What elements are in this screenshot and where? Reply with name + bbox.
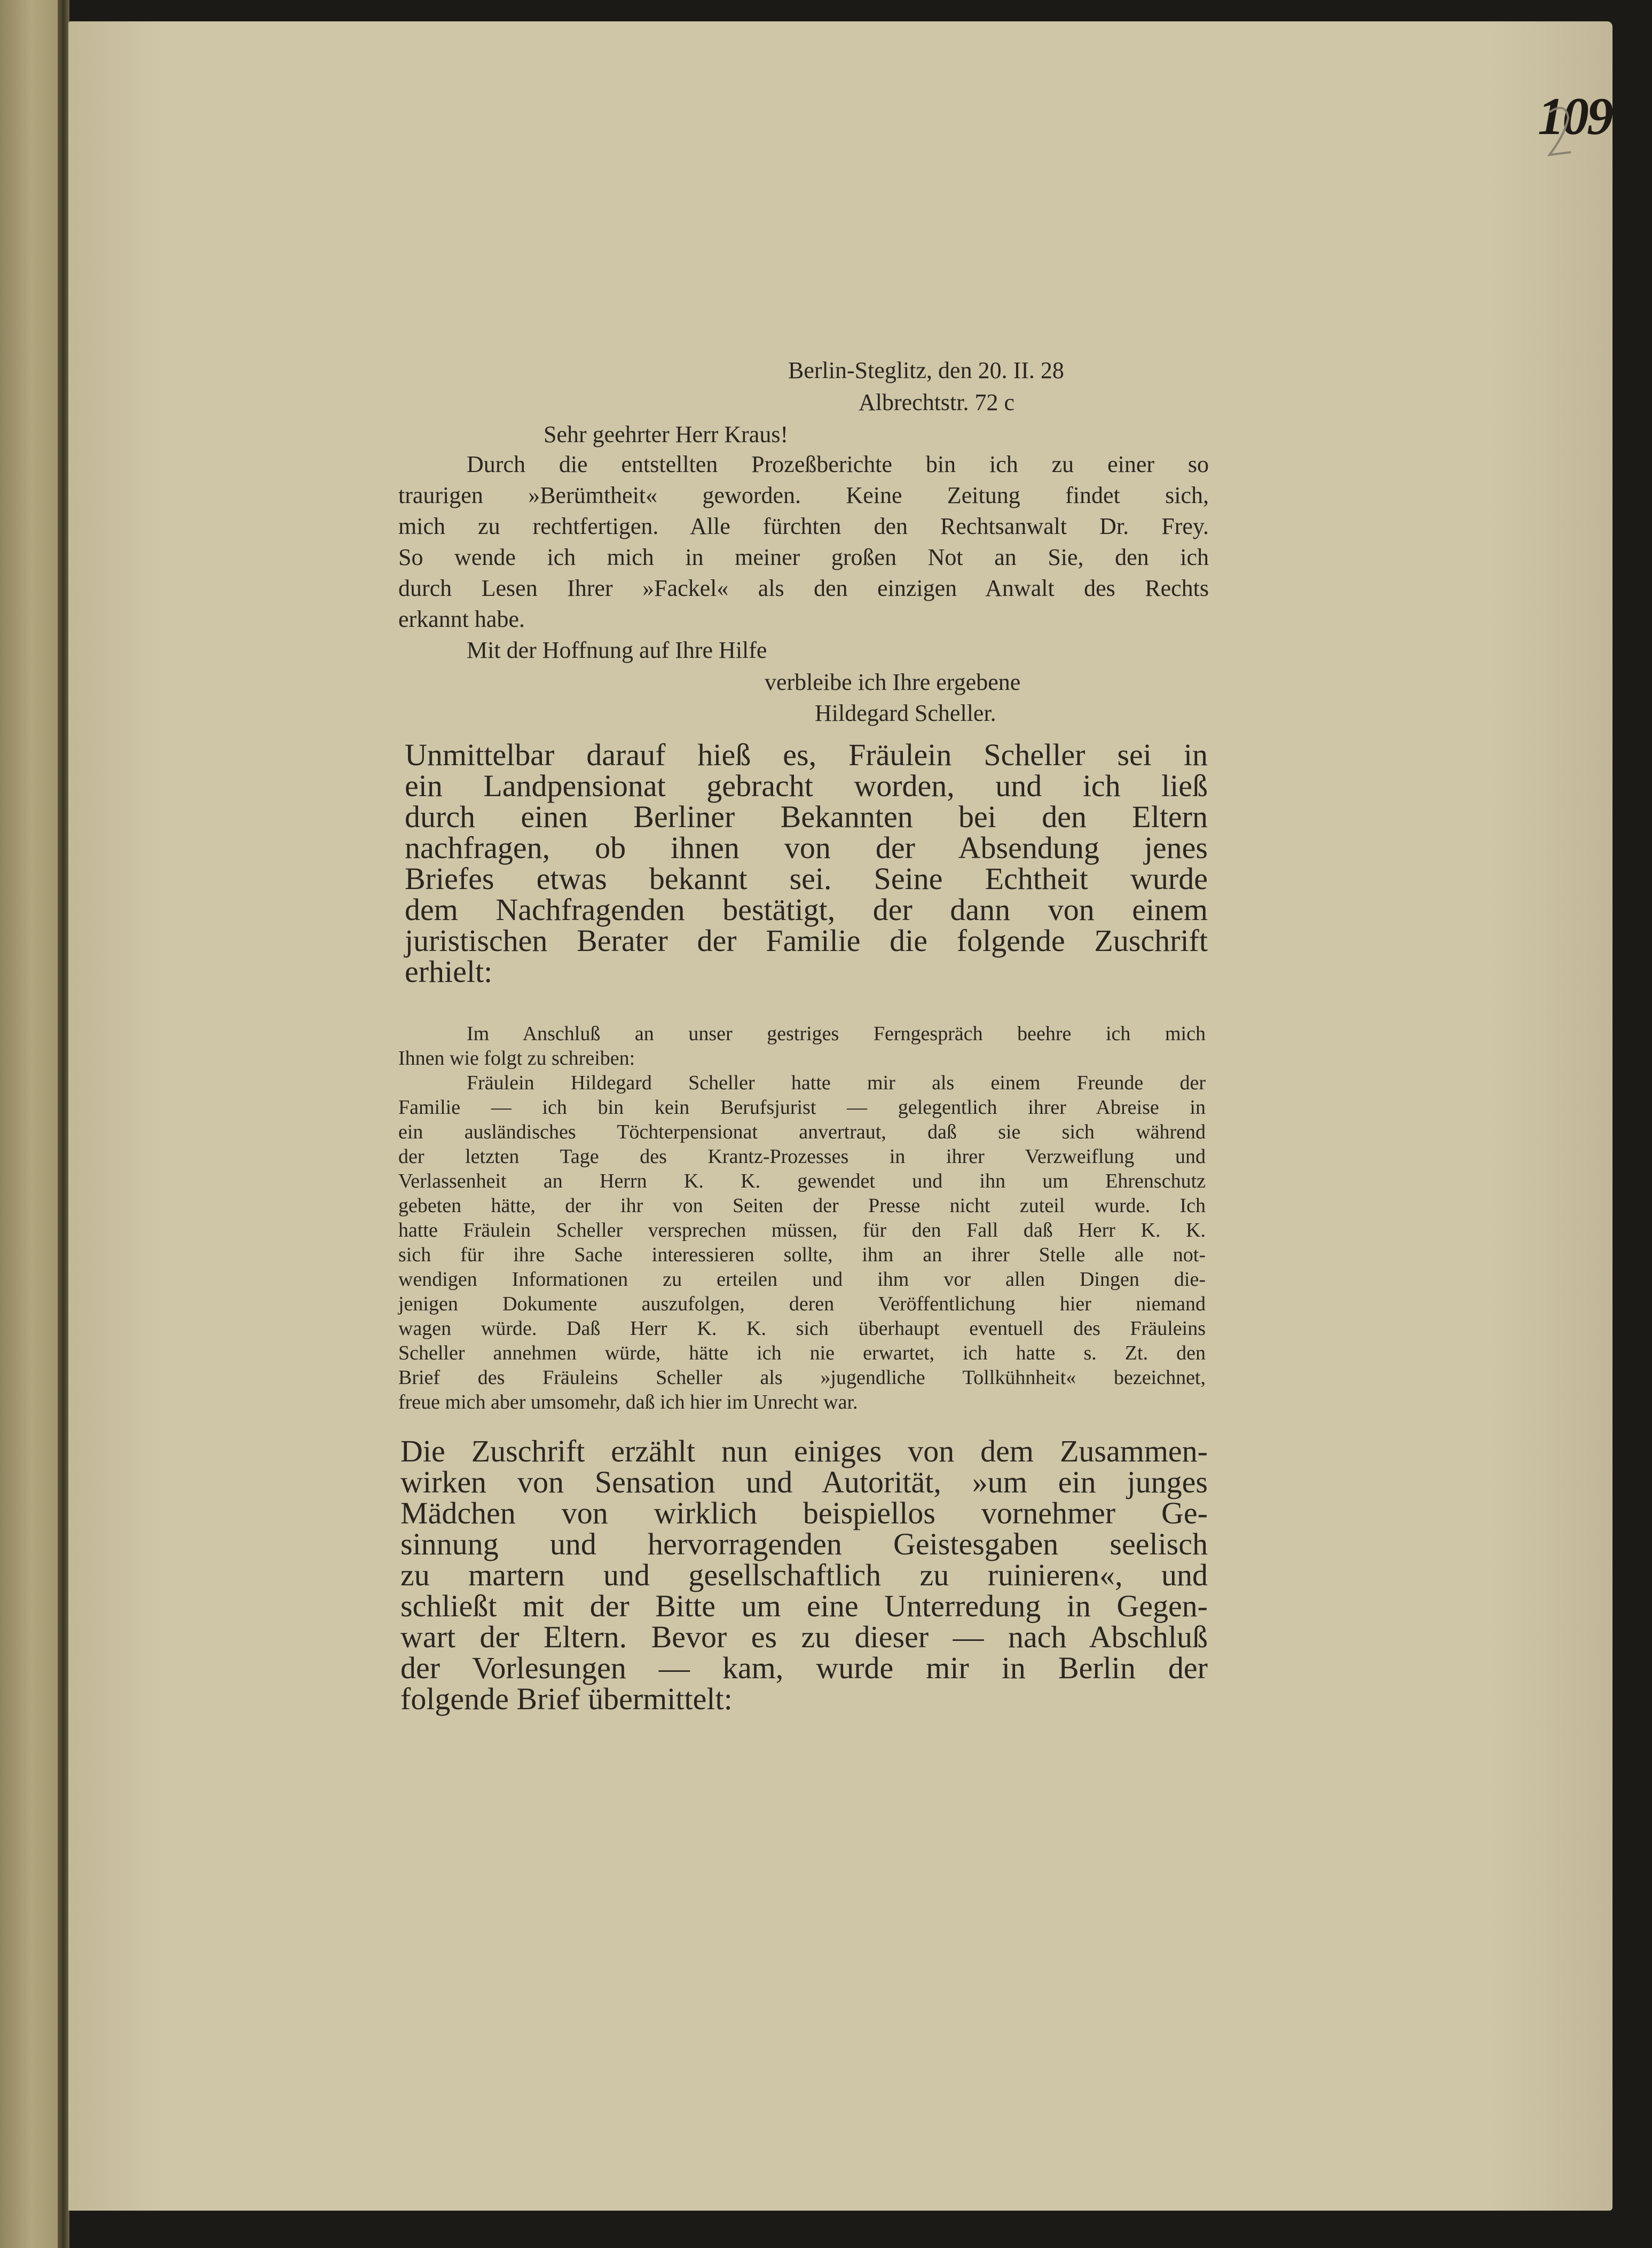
paragraph-line: durch einen Berliner Bekannten bei den Eltern (405, 799, 1208, 834)
letter-salutation: Sehr geehrter Herr Kraus! (544, 421, 789, 447)
facing-page-edge (0, 0, 58, 2248)
quote-line: Ihnen wie folgt zu schreiben: (398, 1047, 635, 1070)
quote-line: freue mich aber umsomehr, daß ich hier im Unrecht war. (398, 1391, 858, 1413)
quote-line: Verlassenheit an Herrn K. K. gewendet und ihn um Ehrenschutz (398, 1170, 1206, 1192)
paragraph-line: zu martern und gesellschaftlich zu ruinieren«, und (400, 1558, 1208, 1592)
quote-line: jenigen Dokumente auszufolgen, deren Veröffentlichung hier niemand (398, 1293, 1206, 1315)
letter-line: traurigen »Berümtheit« geworden. Keine Zeitung findet sich, (398, 482, 1209, 508)
letter-closing-line: Mit der Hoffnung auf Ihre Hilfe (467, 637, 767, 663)
quote-line: ein ausländisches Töchterpensionat anvertraut, daß sie sich während (398, 1121, 1206, 1143)
paragraph-line: sinnung und hervorragenden Geistesgaben seelisch (400, 1527, 1208, 1561)
quote-line: Fräulein Hildegard Scheller hatte mir als einem Freunde der (467, 1072, 1206, 1094)
letter-line: So wende ich mich in meiner großen Not an Sie, den ich (398, 544, 1209, 570)
paragraph-line: nachfragen, ob ihnen von der Absendung jenes (405, 830, 1208, 865)
pencil-mark (1544, 101, 1576, 166)
paragraph-line: juristischen Berater der Familie die folgende Zuschrift (405, 923, 1208, 958)
letter-line: Durch die entstellten Prozeßberichte bin ich zu einer so (467, 451, 1209, 477)
paragraph-line: Mädchen von wirklich beispiellos vornehmer Ge- (400, 1496, 1208, 1530)
paragraph-line: der Vorlesungen — kam, wurde mir in Berlin der (400, 1650, 1208, 1685)
quote-line: gebeten hätte, der ihr von Seiten der Presse nicht zuteil wurde. Ich (398, 1194, 1206, 1217)
letter-line: mich zu rechtfertigen. Alle fürchten den Rechtsanwalt Dr. Frey. (398, 513, 1209, 539)
paragraph-line: Unmittelbar darauf hieß es, Fräulein Scheller sei in (405, 737, 1208, 772)
paragraph-line: Die Zuschrift erzählt nun einiges von dem Zusammen- (400, 1434, 1208, 1468)
letter-line: durch Lesen Ihrer »Fackel« als den einzigen Anwalt des Rechts (398, 575, 1209, 601)
quote-line: Brief des Fräuleins Scheller als »jugendliche Tollkühnheit« bezeichnet, (398, 1366, 1206, 1389)
paragraph-line: wirken von Sensation und Autorität, »um ein junges (400, 1465, 1208, 1499)
paragraph-line: wart der Eltern. Bevor es zu dieser — nach Abschluß (400, 1620, 1208, 1654)
letter-closing: verbleibe ich Ihre ergebene (765, 669, 1021, 695)
quote-line: wendigen Informationen zu erteilen und ihm vor allen Dingen die- (398, 1268, 1206, 1291)
paragraph-line: folgende Brief übermittelt: (400, 1681, 733, 1716)
page-number: 109 (1538, 87, 1611, 146)
quote-line: wagen würde. Daß Herr K. K. sich überhaupt eventuell des Fräuleins (398, 1317, 1206, 1340)
letter-line: erkannt habe. (398, 606, 525, 632)
letter-signature: Hildegard Scheller. (815, 700, 996, 726)
paragraph-line: dem Nachfragenden bestätigt, der dann von einem (405, 892, 1208, 927)
letter-place-date: Berlin-Steglitz, den 20. II. 28 (788, 357, 1064, 383)
paragraph-line: erhielt: (405, 954, 493, 989)
quote-line: sich für ihre Sache interessieren sollte, ihm an ihrer Stelle alle not- (398, 1244, 1206, 1266)
quote-line: Scheller annehmen würde, hätte ich nie erwartet, ich hatte s. Zt. den (398, 1342, 1206, 1364)
quote-line: Familie — ich bin kein Berufsjurist — gelegentlich ihrer Abreise in (398, 1096, 1206, 1119)
paragraph-line: ein Landpensionat gebracht worden, und ich ließ (405, 768, 1208, 803)
book-gutter (58, 0, 69, 2248)
document-page (68, 21, 1612, 2211)
quote-line: hatte Fräulein Scheller versprechen müssen, für den Fall daß Herr K. K. (398, 1219, 1206, 1241)
paragraph-line: Briefes etwas bekannt sei. Seine Echtheit wurde (405, 861, 1208, 896)
letter-address: Albrechtstr. 72 c (859, 389, 1015, 415)
quote-line: Im Anschluß an unser gestriges Ferngespräch beehre ich mich (467, 1023, 1206, 1045)
paragraph-line: schließt mit der Bitte um eine Unterredung in Gegen- (400, 1589, 1208, 1623)
quote-line: der letzten Tage des Krantz-Prozesses in ihrer Verzweiflung und (398, 1145, 1206, 1168)
